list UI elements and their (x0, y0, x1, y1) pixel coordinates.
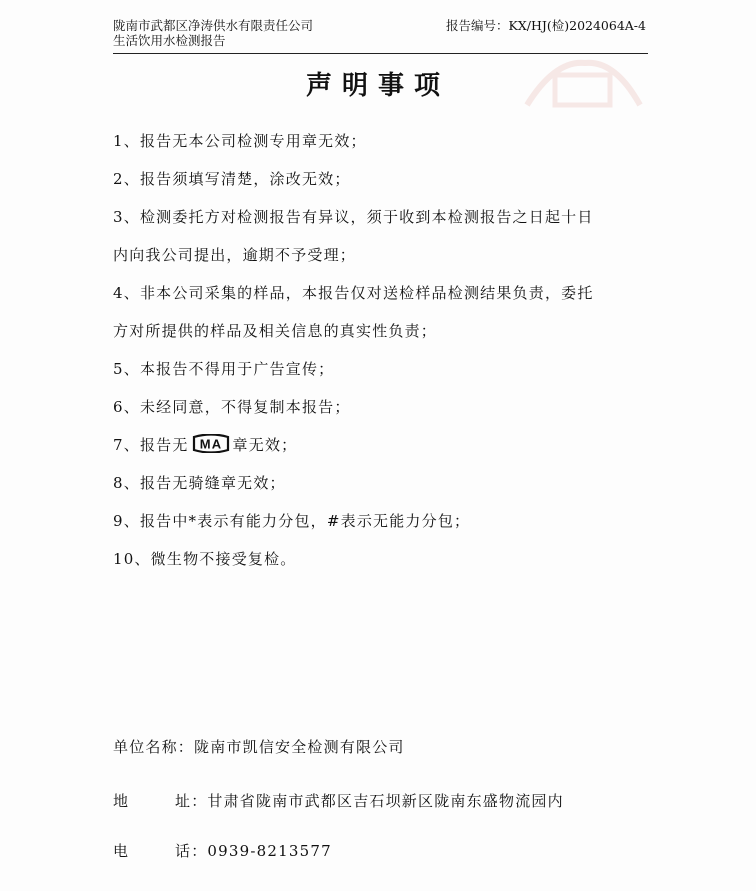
header-divider (113, 53, 648, 54)
statement-line: 6、未经同意，不得复制本报告； (113, 398, 351, 416)
statement-line: 内向我公司提出，逾期不予受理； (113, 246, 357, 264)
statement-text: 章无效； (232, 436, 298, 454)
header-company-name: 陇南市武都区净涛供水有限责任公司 (113, 18, 314, 33)
header-report-number: 报告编号：KX/HJ(检)2024064A-4 (446, 18, 646, 33)
statement-list (113, 122, 643, 578)
footer-unit (113, 737, 673, 757)
statement-line: 方对所提供的样品及相关信息的真实性负责； (113, 322, 438, 340)
statement-line: 1、报告无本公司检测专用章无效； (113, 132, 367, 150)
statement-line-cma (113, 426, 643, 464)
statement-line: 10、微生物不接受复检。 (113, 550, 297, 568)
header-report-type: 生活饮用水检测报告 (113, 33, 226, 48)
address-value: 甘肃省陇南市武都区吉石坝新区陇南东盛物流园内 (207, 792, 564, 810)
page-title: 声明事项 (305, 71, 450, 101)
footer-address (113, 791, 673, 811)
header-company (113, 18, 313, 48)
statement-line: 2、报告须填写清楚，涂改无效； (113, 170, 351, 188)
phone-label-1: 电 (113, 842, 130, 860)
cma-mark-text: MA (199, 436, 222, 452)
statement-line: 3、检测委托方对检测报告有异议，须于收到本检测报告之日起十日 (113, 208, 594, 226)
statement-line: 5、本报告不得用于广告宣传； (113, 360, 335, 378)
address-label-2: 址： (175, 792, 208, 810)
cma-mark-icon (191, 434, 231, 453)
unit-value: 陇南市凯信安全检测有限公司 (194, 738, 405, 756)
statement-line: 9、报告中*表示有能力分包，#表示无能力分包； (113, 512, 471, 530)
phone-value: 0939-8213577 (207, 842, 332, 860)
unit-label: 单位名称： (113, 738, 195, 756)
footer-phone (113, 841, 673, 861)
statement-line: 8、报告无骑缝章无效； (113, 474, 286, 492)
address-label-1: 地 (113, 792, 130, 810)
statement-line: 4、非本公司采集的样品，本报告仅对送检样品检测结果负责，委托 (113, 284, 594, 302)
statement-text: 7、报告无 (113, 436, 189, 454)
phone-label-2: 话： (175, 842, 208, 860)
